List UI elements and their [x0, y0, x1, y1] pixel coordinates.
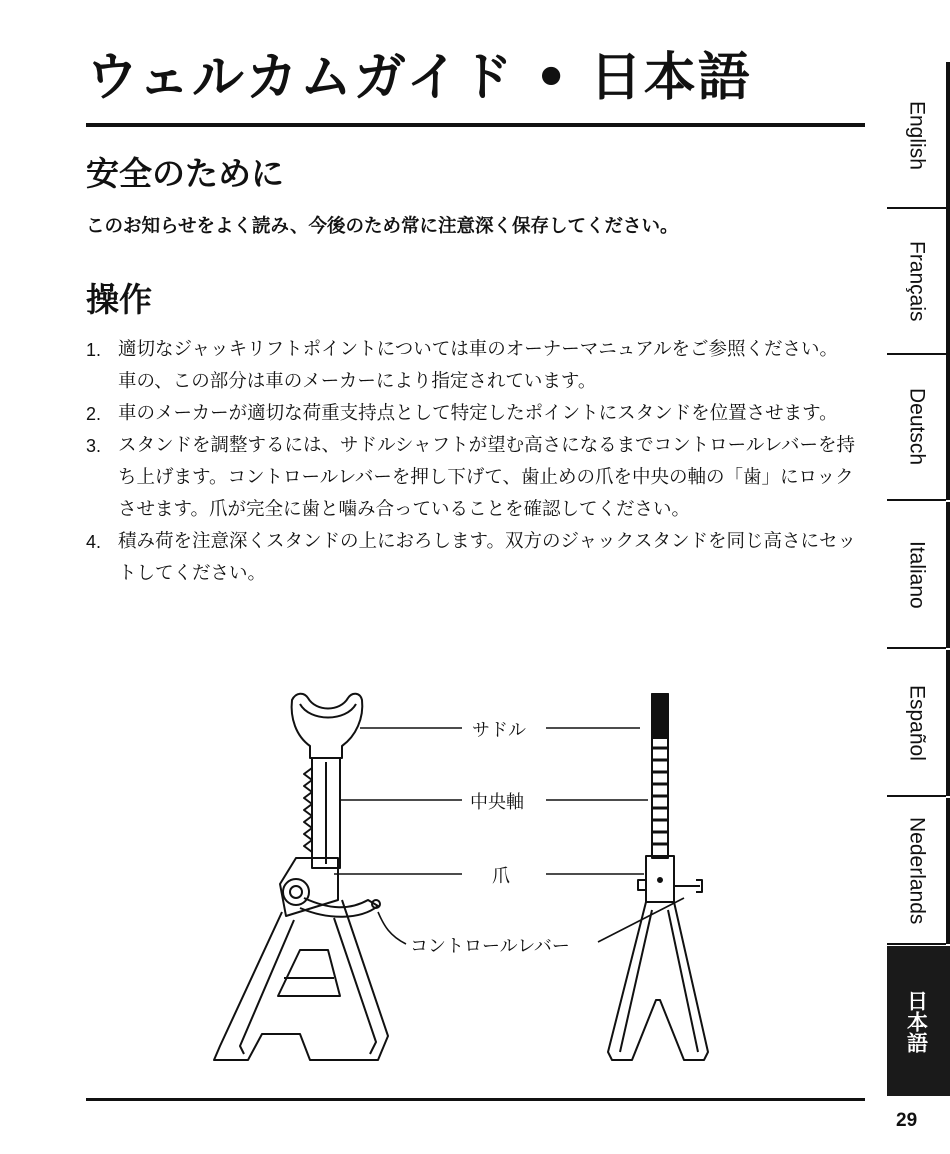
- language-tab-nederlands[interactable]: [887, 798, 950, 944]
- language-tab-espanol[interactable]: [887, 650, 950, 796]
- step-item: [86, 430, 856, 526]
- jack-stand-figure: [200, 688, 720, 1078]
- operation-heading: 操作: [86, 280, 152, 319]
- page-title: ウェルカムガイド • 日本語: [86, 48, 752, 108]
- language-tab-label: Français: [905, 240, 929, 322]
- language-tabs: [887, 62, 950, 1096]
- step-item: [86, 398, 856, 430]
- label-control-lever: コントロールレバー: [408, 932, 572, 958]
- language-tab-italiano[interactable]: [887, 502, 950, 648]
- language-tab-deutsch[interactable]: [887, 354, 950, 500]
- tab-divider: [887, 647, 946, 649]
- step-text: 車のメーカーが適切な荷重支持点として特定したポイントにスタンドを位置させます。: [118, 403, 838, 424]
- jack-stand-illustration: [200, 688, 720, 1078]
- step-text: 積み荷を注意深くスタンドの上におろします。双方のジャックスタンドを同じ高さにセットしてください。: [118, 531, 856, 584]
- step-text: スタンドを調整するには、サドルシャフトが望む高さになるまでコントロールレバーを持ち上げます。コントロールレバーを押し下げて、歯止めの爪を中央の軸の「歯」にロックさせます。爪が完全に歯と噛み合っていることを確認してください。: [118, 435, 856, 520]
- page-number: 29: [896, 1110, 918, 1131]
- step-number: 2.: [86, 404, 102, 424]
- language-tab-label: English: [905, 100, 929, 170]
- footer-divider: [86, 1098, 865, 1101]
- tab-divider: [887, 943, 946, 945]
- language-tab-label: Nederlands: [905, 817, 929, 925]
- language-tab-label: Italiano: [905, 541, 929, 609]
- safety-text: このお知らせをよく読み、今後のため常に注意深く保存してください。: [86, 216, 679, 237]
- tab-divider: [887, 795, 946, 797]
- label-pawl: 爪: [490, 862, 512, 888]
- tab-divider: [887, 499, 946, 501]
- language-tab-label: Español: [905, 685, 929, 761]
- language-tab-english[interactable]: [887, 62, 950, 208]
- language-tab-label: Deutsch: [905, 388, 929, 466]
- language-tab-label: 日本語: [904, 989, 929, 1053]
- label-saddle: サドル: [470, 716, 528, 742]
- label-center-shaft: 中央軸: [468, 788, 526, 814]
- step-item: [86, 526, 856, 590]
- operation-steps: [86, 334, 856, 590]
- step-number: 4.: [86, 532, 102, 552]
- step-number: 3.: [86, 436, 102, 456]
- safety-heading: 安全のために: [86, 154, 284, 193]
- title-divider: [86, 123, 865, 127]
- step-text: 適切なジャッキリフトポイントについては車のオーナーマニュアルをご参照ください。車の、この部分は車のメーカーにより指定されています。: [118, 339, 839, 392]
- step-item: [86, 334, 856, 398]
- step-number: 1.: [86, 340, 102, 360]
- language-tab-francais[interactable]: [887, 208, 950, 354]
- language-tab-japanese[interactable]: [887, 946, 950, 1096]
